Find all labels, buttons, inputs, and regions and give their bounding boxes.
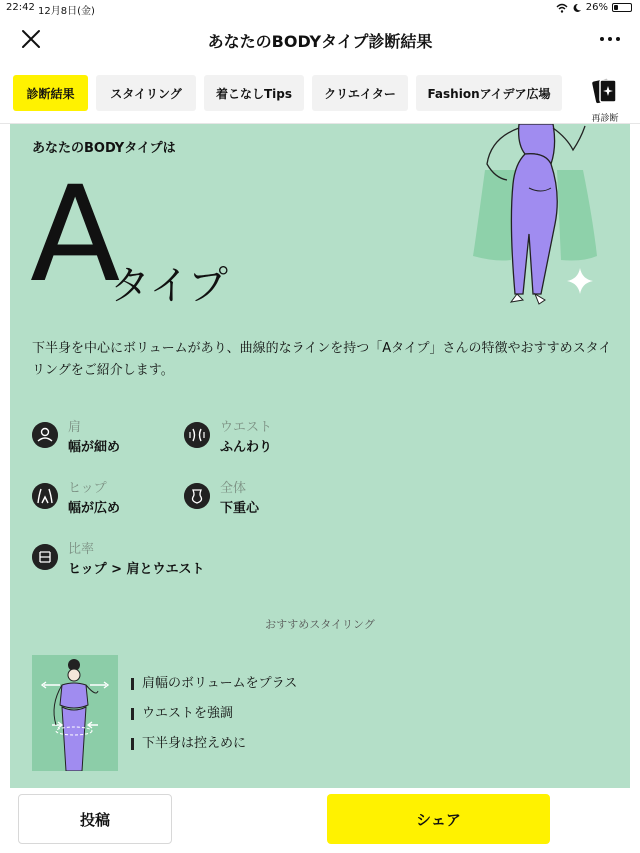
more-icon[interactable] — [598, 28, 622, 50]
tab-diagnosis-result[interactable]: 診断結果 — [13, 75, 88, 111]
wifi-icon — [556, 3, 568, 13]
result-description: 下半身を中心にボリュームがあり、曲線的なラインを持つ「Aタイプ」さんの特徴やおすすめスタイリングをご紹介します。 — [32, 341, 612, 378]
attribute-label: 肩 — [68, 420, 82, 435]
attribute-whole — [184, 477, 334, 517]
ratio-icon — [32, 544, 58, 570]
tab-tips[interactable]: 着こなしTips — [204, 75, 304, 111]
tab-styling[interactable]: スタイリング — [96, 75, 196, 111]
attribute-value: 幅が細め — [68, 440, 121, 455]
attribute-ratio — [32, 538, 272, 578]
styling-tips — [128, 676, 297, 766]
rediagnose-label: 再診断 — [591, 114, 619, 124]
battery-percent: 26% — [585, 2, 608, 13]
attribute-value: ヒップ > 肩とウエスト — [68, 562, 205, 577]
type-suffix: タイプ — [110, 263, 228, 309]
waist-icon — [184, 422, 210, 448]
battery-icon — [612, 3, 632, 12]
battery-fill — [614, 5, 618, 10]
bottom-action-bar — [0, 788, 640, 853]
status-bar — [0, 0, 640, 16]
attribute-label: 全体 — [220, 481, 247, 496]
styling-illustration — [32, 655, 118, 771]
hip-icon — [32, 483, 58, 509]
whole-body-icon — [184, 483, 210, 509]
moon-icon — [572, 3, 582, 13]
page-title: あなたのBODYタイプ診断結果 — [207, 32, 433, 51]
post-button[interactable]: 投稿 — [18, 794, 172, 844]
attribute-value: ふんわり — [220, 440, 273, 455]
attribute-hip — [32, 477, 182, 517]
status-time: 22:42 — [6, 2, 35, 13]
attribute-label: ウエスト — [220, 420, 273, 435]
attribute-value: 下重心 — [220, 501, 260, 516]
status-right — [556, 2, 632, 13]
attribute-label: 比率 — [68, 542, 95, 557]
sparkle-icon — [567, 268, 593, 294]
styling-tip: ウエストを強調 — [128, 706, 297, 736]
tab-bar — [0, 66, 640, 124]
tab-fashion-idea[interactable]: Fashionアイデア広場 — [416, 75, 562, 111]
result-card — [10, 124, 630, 788]
styling-tip: 下半身は控えめに — [128, 736, 297, 766]
type-letter: A — [30, 158, 121, 312]
status-date: 12月8日(金) — [38, 6, 95, 17]
styling-heading: おすすめスタイリング — [265, 618, 375, 631]
header — [0, 16, 640, 62]
tab-creator[interactable]: クリエイター — [312, 75, 408, 111]
attribute-waist — [184, 416, 334, 456]
rediagnose-button[interactable] — [585, 74, 625, 124]
result-intro: あなたのBODYタイプは — [32, 141, 176, 156]
shoulder-icon — [32, 422, 58, 448]
cards-icon — [592, 76, 618, 108]
attribute-label: ヒップ — [68, 481, 107, 496]
attribute-value: 幅が広め — [68, 501, 121, 516]
share-button[interactable]: シェア — [327, 794, 550, 844]
styling-tip: 肩幅のボリュームをプラス — [128, 676, 297, 706]
attribute-shoulder — [32, 416, 182, 456]
